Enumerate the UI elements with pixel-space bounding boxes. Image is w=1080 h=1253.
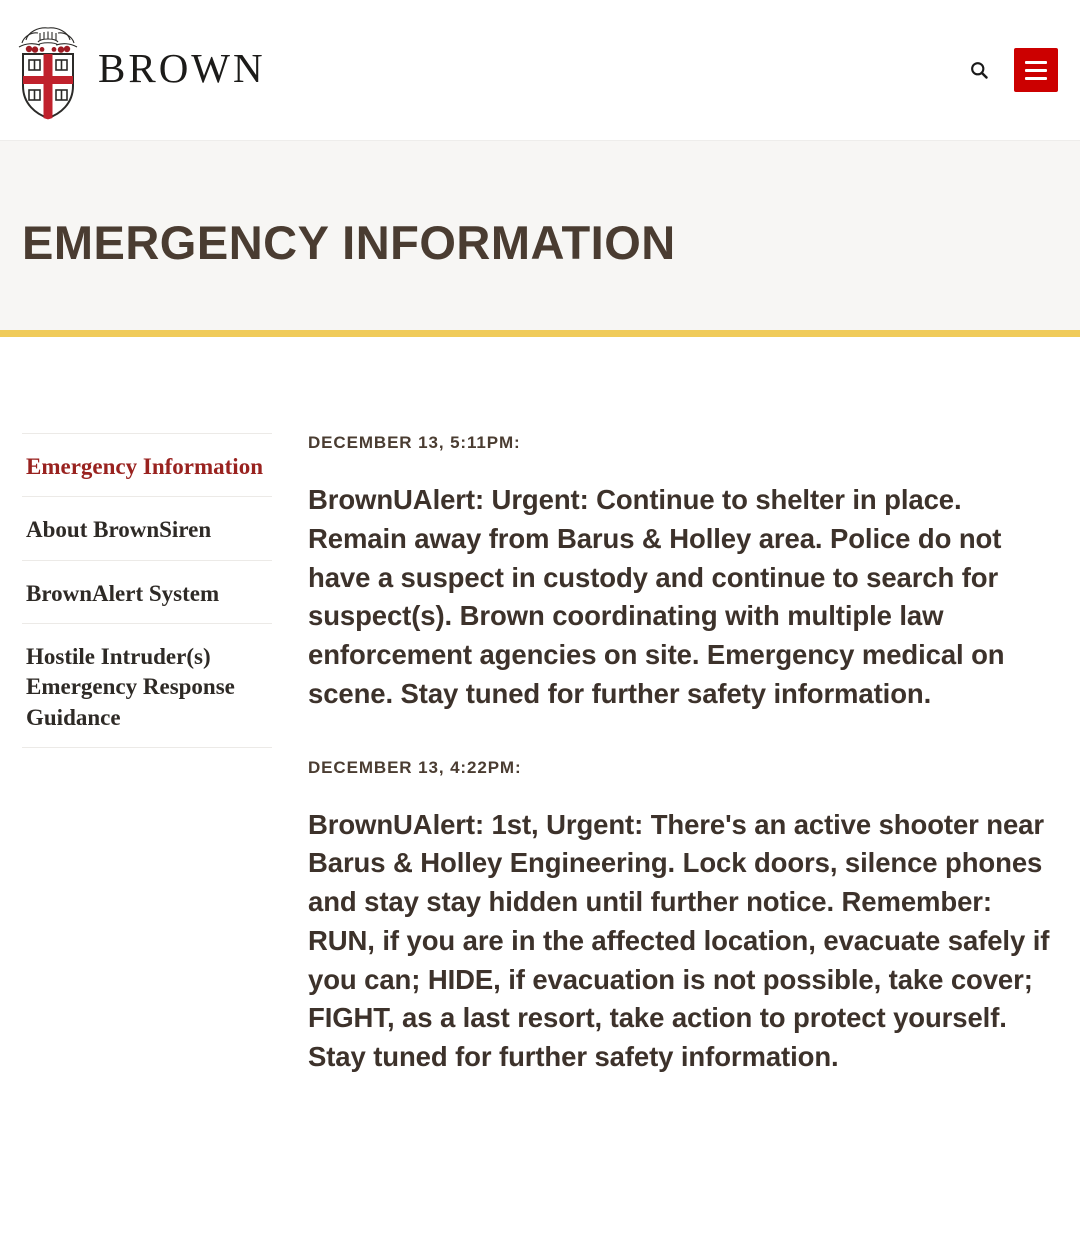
header-tools <box>962 48 1058 92</box>
brand-home-link[interactable] <box>14 18 266 122</box>
alert-entry <box>308 433 1058 758</box>
sidebar-item-emergency-information[interactable]: Emergency Information <box>22 433 272 496</box>
sidebar-item-hostile-intruder-guidance[interactable]: Hostile Intruder(s) Emergency Response Guidance <box>22 623 272 748</box>
gold-divider-rule <box>0 330 1080 337</box>
alerts-content <box>272 337 1058 1121</box>
alert-entry <box>308 758 1058 1121</box>
sidebar-item-about-brownsiren[interactable]: About BrownSiren <box>22 496 272 559</box>
alert-message: BrownUAlert: Urgent: Continue to shelter in place. Remain away from Barus & Holley area. Police do not have a suspect in custody and continue to search for suspect(s). Brown coordinating with multiple law enforcement agencies on site. Emergency medical on scene. Stay tuned for further safety information. <box>308 484 1005 709</box>
alert-message: BrownUAlert: 1st, Urgent: There's an active shooter near Barus & Holley Engineering. Lock doors, silence phones and stay stay hidden until further notice. Remember: RUN, if you are in the affected location, evacuate safely if you can; HIDE, if evacuation is not possible, take cover; FIGHT, as a last resort, take action to protect yourself. Stay tuned for further safety information. <box>308 808 1050 1073</box>
page-title: EMERGENCY INFORMATION <box>22 215 676 269</box>
site-header <box>0 0 1080 140</box>
menu-bar-1 <box>1025 61 1047 64</box>
menu-bar-2 <box>1025 69 1047 72</box>
brown-shield-crest-icon <box>14 18 82 122</box>
alert-timestamp: DECEMBER 13, 4:22PM: <box>308 757 522 777</box>
alert-timestamp: DECEMBER 13, 5:11PM: <box>308 433 521 452</box>
hero-banner <box>0 140 1080 330</box>
section-navigation <box>22 337 272 1121</box>
menu-bar-3 <box>1025 77 1047 80</box>
page-body <box>0 337 1080 1121</box>
hamburger-menu-icon[interactable] <box>1014 48 1058 92</box>
sidebar-item-brownalert-system[interactable]: BrownAlert System <box>22 560 272 623</box>
brown-wordmark: BROWN <box>98 44 266 91</box>
search-icon[interactable] <box>962 53 996 87</box>
